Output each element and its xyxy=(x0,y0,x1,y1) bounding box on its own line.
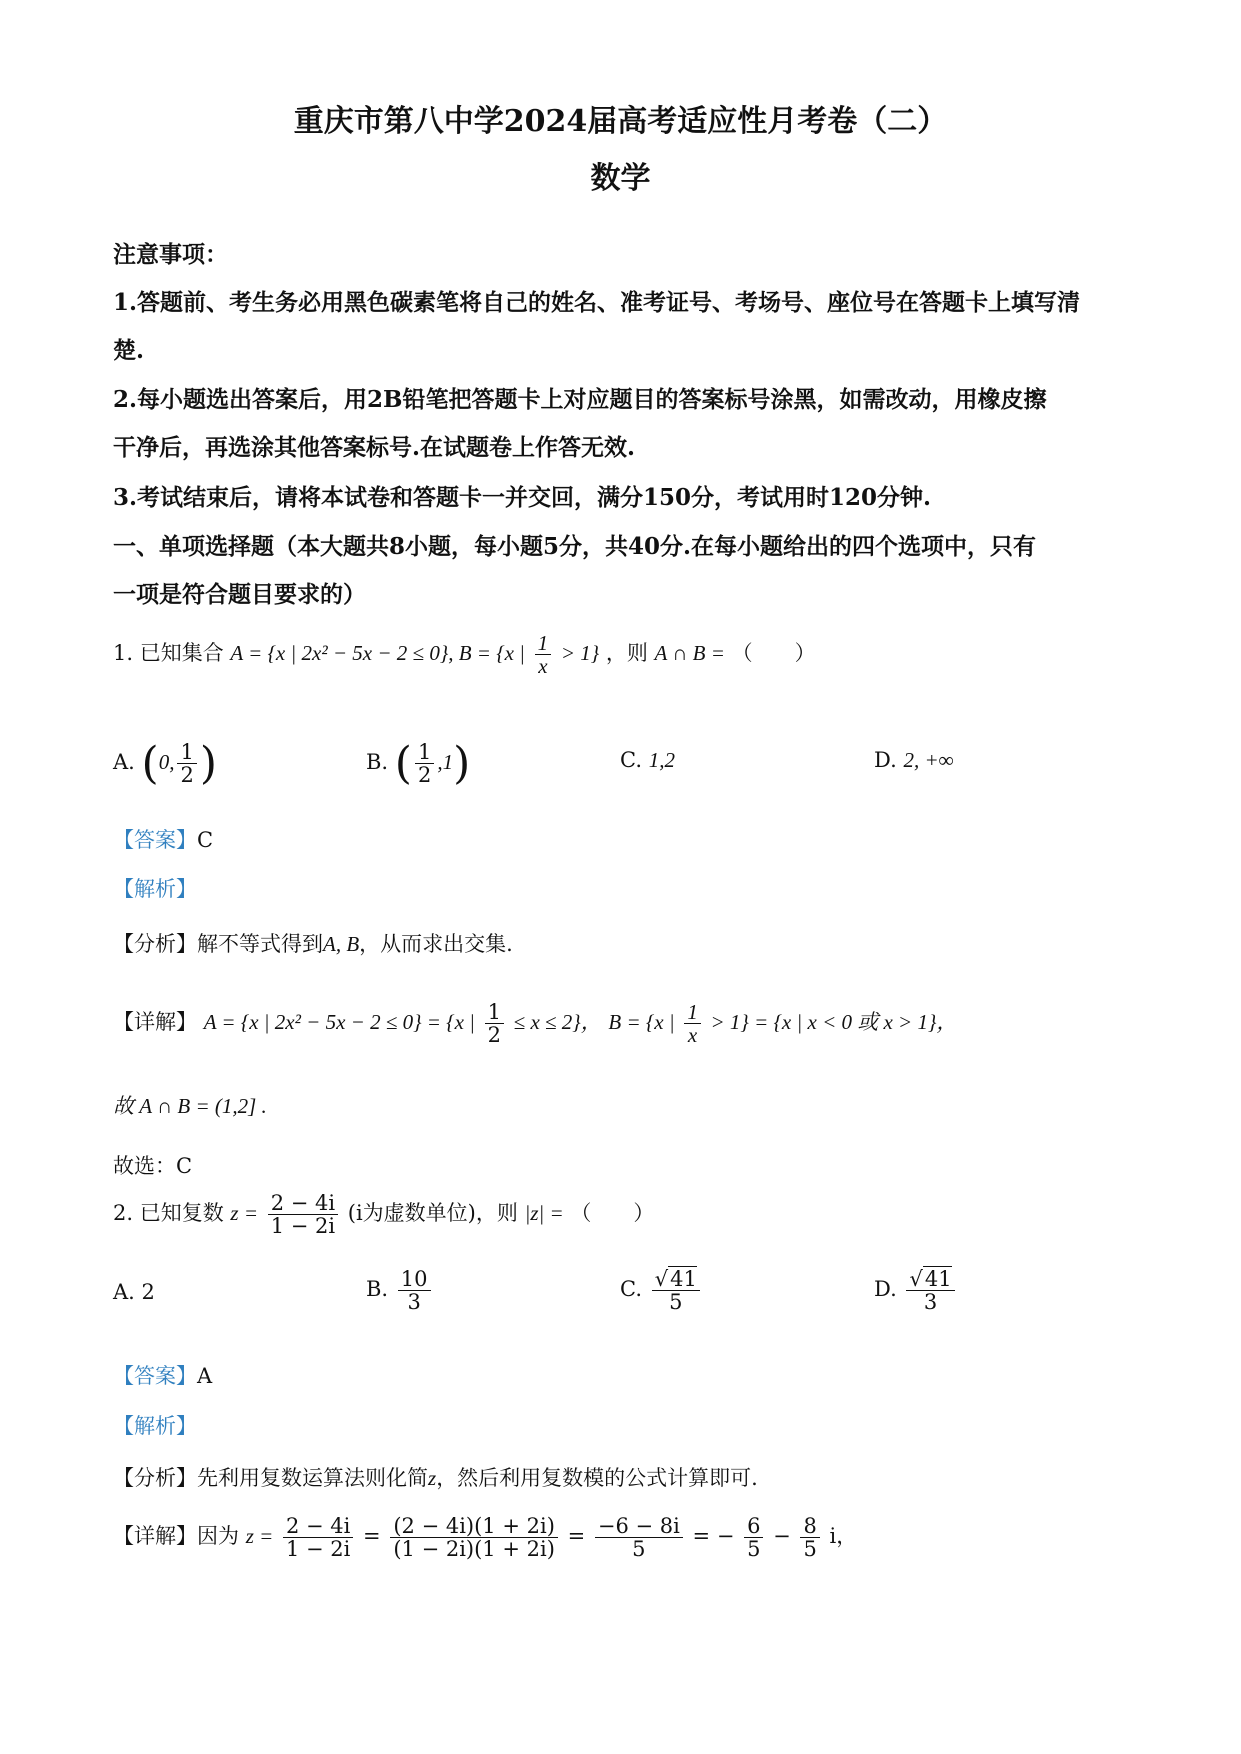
q1-fenxi-tail: ，从而求出交集. xyxy=(359,932,513,956)
q2-d4-den: 5 xyxy=(747,1537,761,1562)
q1-detail-a: A = {x | 2x² − 5x − 2 ≤ 0} = {x | xyxy=(203,1010,475,1035)
q1-opt-b-right: ,1 xyxy=(437,750,454,774)
q2-option-c: C. $\frac{√41}{5}$ xyxy=(620,1268,703,1313)
q2-opt-d-num: 41 xyxy=(924,1267,952,1291)
q2-z: z = xyxy=(230,1201,258,1226)
q2-fenxi xyxy=(113,1462,758,1492)
q1-detail-b: ≤ x ≤ 2}， xyxy=(513,1010,602,1035)
q1-fenxi-math: A, B xyxy=(323,932,360,956)
q2-d2-den: (1 − 2i)(1 + 2i) xyxy=(393,1537,555,1562)
q1-answer xyxy=(113,824,213,854)
notice-heading: 注意事项： xyxy=(113,241,228,268)
q1-ask: A ∩ B = xyxy=(654,641,725,666)
q2-d3-den: 5 xyxy=(632,1537,646,1562)
q2-prefix: 2. 已知复数 xyxy=(113,1201,224,1226)
q2-ask: |z| = xyxy=(524,1201,564,1226)
q2-detail-z: z = xyxy=(245,1524,274,1549)
q1-fenxi xyxy=(113,928,513,958)
question-1 xyxy=(113,632,816,677)
q1-conclusion: 故 A ∩ B = (1,2] . xyxy=(113,1094,267,1118)
q2-fenxi-text: 先利用复数运算法则化简 xyxy=(197,1466,428,1490)
q2-d5-den: 5 xyxy=(803,1537,817,1562)
q2-detail-tag: 【详解】 xyxy=(113,1524,197,1549)
q1-detail-frac-num: 1 xyxy=(684,1001,701,1024)
q1-set-b-tail: > 1} xyxy=(560,641,600,666)
q2-opt-c-den: 5 xyxy=(669,1290,683,1315)
q2-d5-num: 8 xyxy=(800,1515,819,1538)
q2-opt-d-den: 3 xyxy=(923,1290,938,1315)
q1-detail-frac-den: x xyxy=(687,1023,698,1048)
q1-opt-d-label: D. xyxy=(874,748,897,772)
q1-opt-a-den: 2 xyxy=(180,763,194,787)
q2-d4-num: 6 xyxy=(744,1515,763,1538)
q1-detail-d: > 1} = {x | x < 0 或 x > 1}， xyxy=(710,1010,958,1035)
q1-paren: （ ） xyxy=(731,641,816,666)
q2-frac-num: 2 − 4i xyxy=(268,1192,338,1215)
notice-2b: 干净后，再选涂其他答案标号.在试题卷上作答无效. xyxy=(113,434,636,461)
q1-detail-tag: 【详解】 xyxy=(113,1010,197,1035)
q2-answer-tag: 【答案】 xyxy=(113,1364,197,1388)
question-2 xyxy=(113,1192,654,1237)
q1-detail xyxy=(113,1001,957,1046)
q2-opt-d-label: D. xyxy=(874,1277,897,1302)
q2-d-tail: i， xyxy=(829,1524,858,1549)
q1-opt-b-den: 2 xyxy=(417,763,432,787)
q2-detail: 【详解】因为 z = $\frac{2 - 4i}{1 - 2i}$ = $\frac{(2 - 4i)(1 + 2i)}{(1 - 2i)(1 + 2i)}$ = $\frac{-6 - 8i}{5}$ = − $\frac{6}{5}$ − $\frac{8}{5}$ i， xyxy=(113,1514,858,1562)
section-heading-b: 一项是符合题目要求的） xyxy=(113,581,366,608)
q1-answer-tag: 【答案】 xyxy=(113,828,197,852)
q2-answer-value: A xyxy=(197,1364,213,1388)
q2-option-b xyxy=(366,1268,434,1313)
notice-2a: 2.每小题选出答案后，用2B铅笔把答题卡上对应题目的答案标号涂黑，如需改动，用橡皮擦 xyxy=(113,386,1047,413)
q1-opt-c-value: 1,2 xyxy=(648,748,675,772)
q1-detail-c: B = {x | xyxy=(608,1010,675,1035)
q1-opt-b-num: 1 xyxy=(415,741,434,764)
q1-fenxi-text: 解不等式得到 xyxy=(197,932,323,956)
q2-fenxi-tag: 【分析】 xyxy=(113,1466,197,1490)
q2-paren: （ ） xyxy=(570,1201,655,1226)
q1-option-a: A. (0, $\frac{1}{2}$ ) xyxy=(113,738,217,789)
q2-opt-b-den: 3 xyxy=(407,1290,421,1315)
q1-opt-a-num: 1 xyxy=(177,741,196,764)
q2-analysis-tag: 【解析】 xyxy=(113,1414,197,1438)
q1-answer-value: C xyxy=(197,828,214,852)
page-title: 重庆市第八中学2024届高考适应性月考卷（二） xyxy=(293,104,948,139)
q1-opt-d-value: 2, +∞ xyxy=(903,748,954,772)
q1-option-c xyxy=(620,748,675,773)
q2-option-d: D. $\frac{√41}{3}$ xyxy=(874,1268,958,1313)
q2-note: (i为虚数单位)，则 xyxy=(347,1201,518,1226)
q1-fenxi-tag: 【分析】 xyxy=(113,932,197,956)
q2-d1-den: 1 − 2i xyxy=(285,1537,351,1562)
q1-frac-den: x xyxy=(538,654,548,679)
q1-prefix: 1. 已知集合 xyxy=(113,641,224,666)
q1-set-a: A = {x | 2x² − 5x − 2 ≤ 0}, B = {x | xyxy=(230,641,525,666)
q1-analysis-tag: 【解析】 xyxy=(113,877,197,901)
q2-opt-c-num: 41 xyxy=(670,1267,697,1291)
q1-fraction xyxy=(535,632,552,677)
q2-frac-den: 1 − 2i xyxy=(270,1214,336,1239)
q2-opt-b-num: 10 xyxy=(398,1268,431,1291)
q1-option-d xyxy=(874,748,954,773)
q2-fenxi-tail: ，然后利用复数模的公式计算即可. xyxy=(436,1466,758,1490)
q2-answer xyxy=(113,1360,212,1390)
q2-d3-num: −6 − 8i xyxy=(595,1515,683,1538)
q1-choose: 故选：C xyxy=(113,1154,193,1178)
q1-suffix: ，则 xyxy=(605,641,648,666)
q2-detail-text: 因为 xyxy=(197,1524,239,1549)
q2-option-a: A. 2 xyxy=(113,1280,155,1304)
notice-1a: 1.答题前、考生务必用黑色碳素笔将自己的姓名、准考证号、考场号、座位号在答题卡上填写清 xyxy=(113,289,1081,316)
q1-opt-b-label: B. xyxy=(366,750,389,774)
q2-d2-num: (2 − 4i)(1 + 2i) xyxy=(390,1515,558,1538)
q1-option-b: B. ( $\frac{1}{2}$ ,1) xyxy=(366,738,471,789)
q2-opt-c-label: C. xyxy=(620,1277,642,1302)
subject-title: 数学 xyxy=(590,161,651,196)
section-heading-a: 一、单项选择题（本大题共8小题，每小题5分，共40分.在每小题给出的四个选项中，只有 xyxy=(113,533,1037,560)
q1-detail-half-den: 2 xyxy=(487,1023,501,1048)
q1-opt-a-left: 0, xyxy=(158,750,175,774)
q2-d1-num: 2 − 4i xyxy=(283,1515,353,1538)
q1-opt-c-label: C. xyxy=(620,748,642,772)
q2-opt-b-label: B. xyxy=(366,1277,389,1302)
notice-1b: 楚. xyxy=(113,337,145,364)
notice-3: 3.考试结束后，请将本试卷和答题卡一并交回，满分150分，考试用时120分钟. xyxy=(113,484,932,511)
q1-frac-num: 1 xyxy=(535,632,552,655)
q2-fenxi-z: z xyxy=(428,1466,437,1490)
q1-opt-a-label: A. xyxy=(113,750,135,774)
q1-detail-half-num: 1 xyxy=(485,1001,504,1024)
